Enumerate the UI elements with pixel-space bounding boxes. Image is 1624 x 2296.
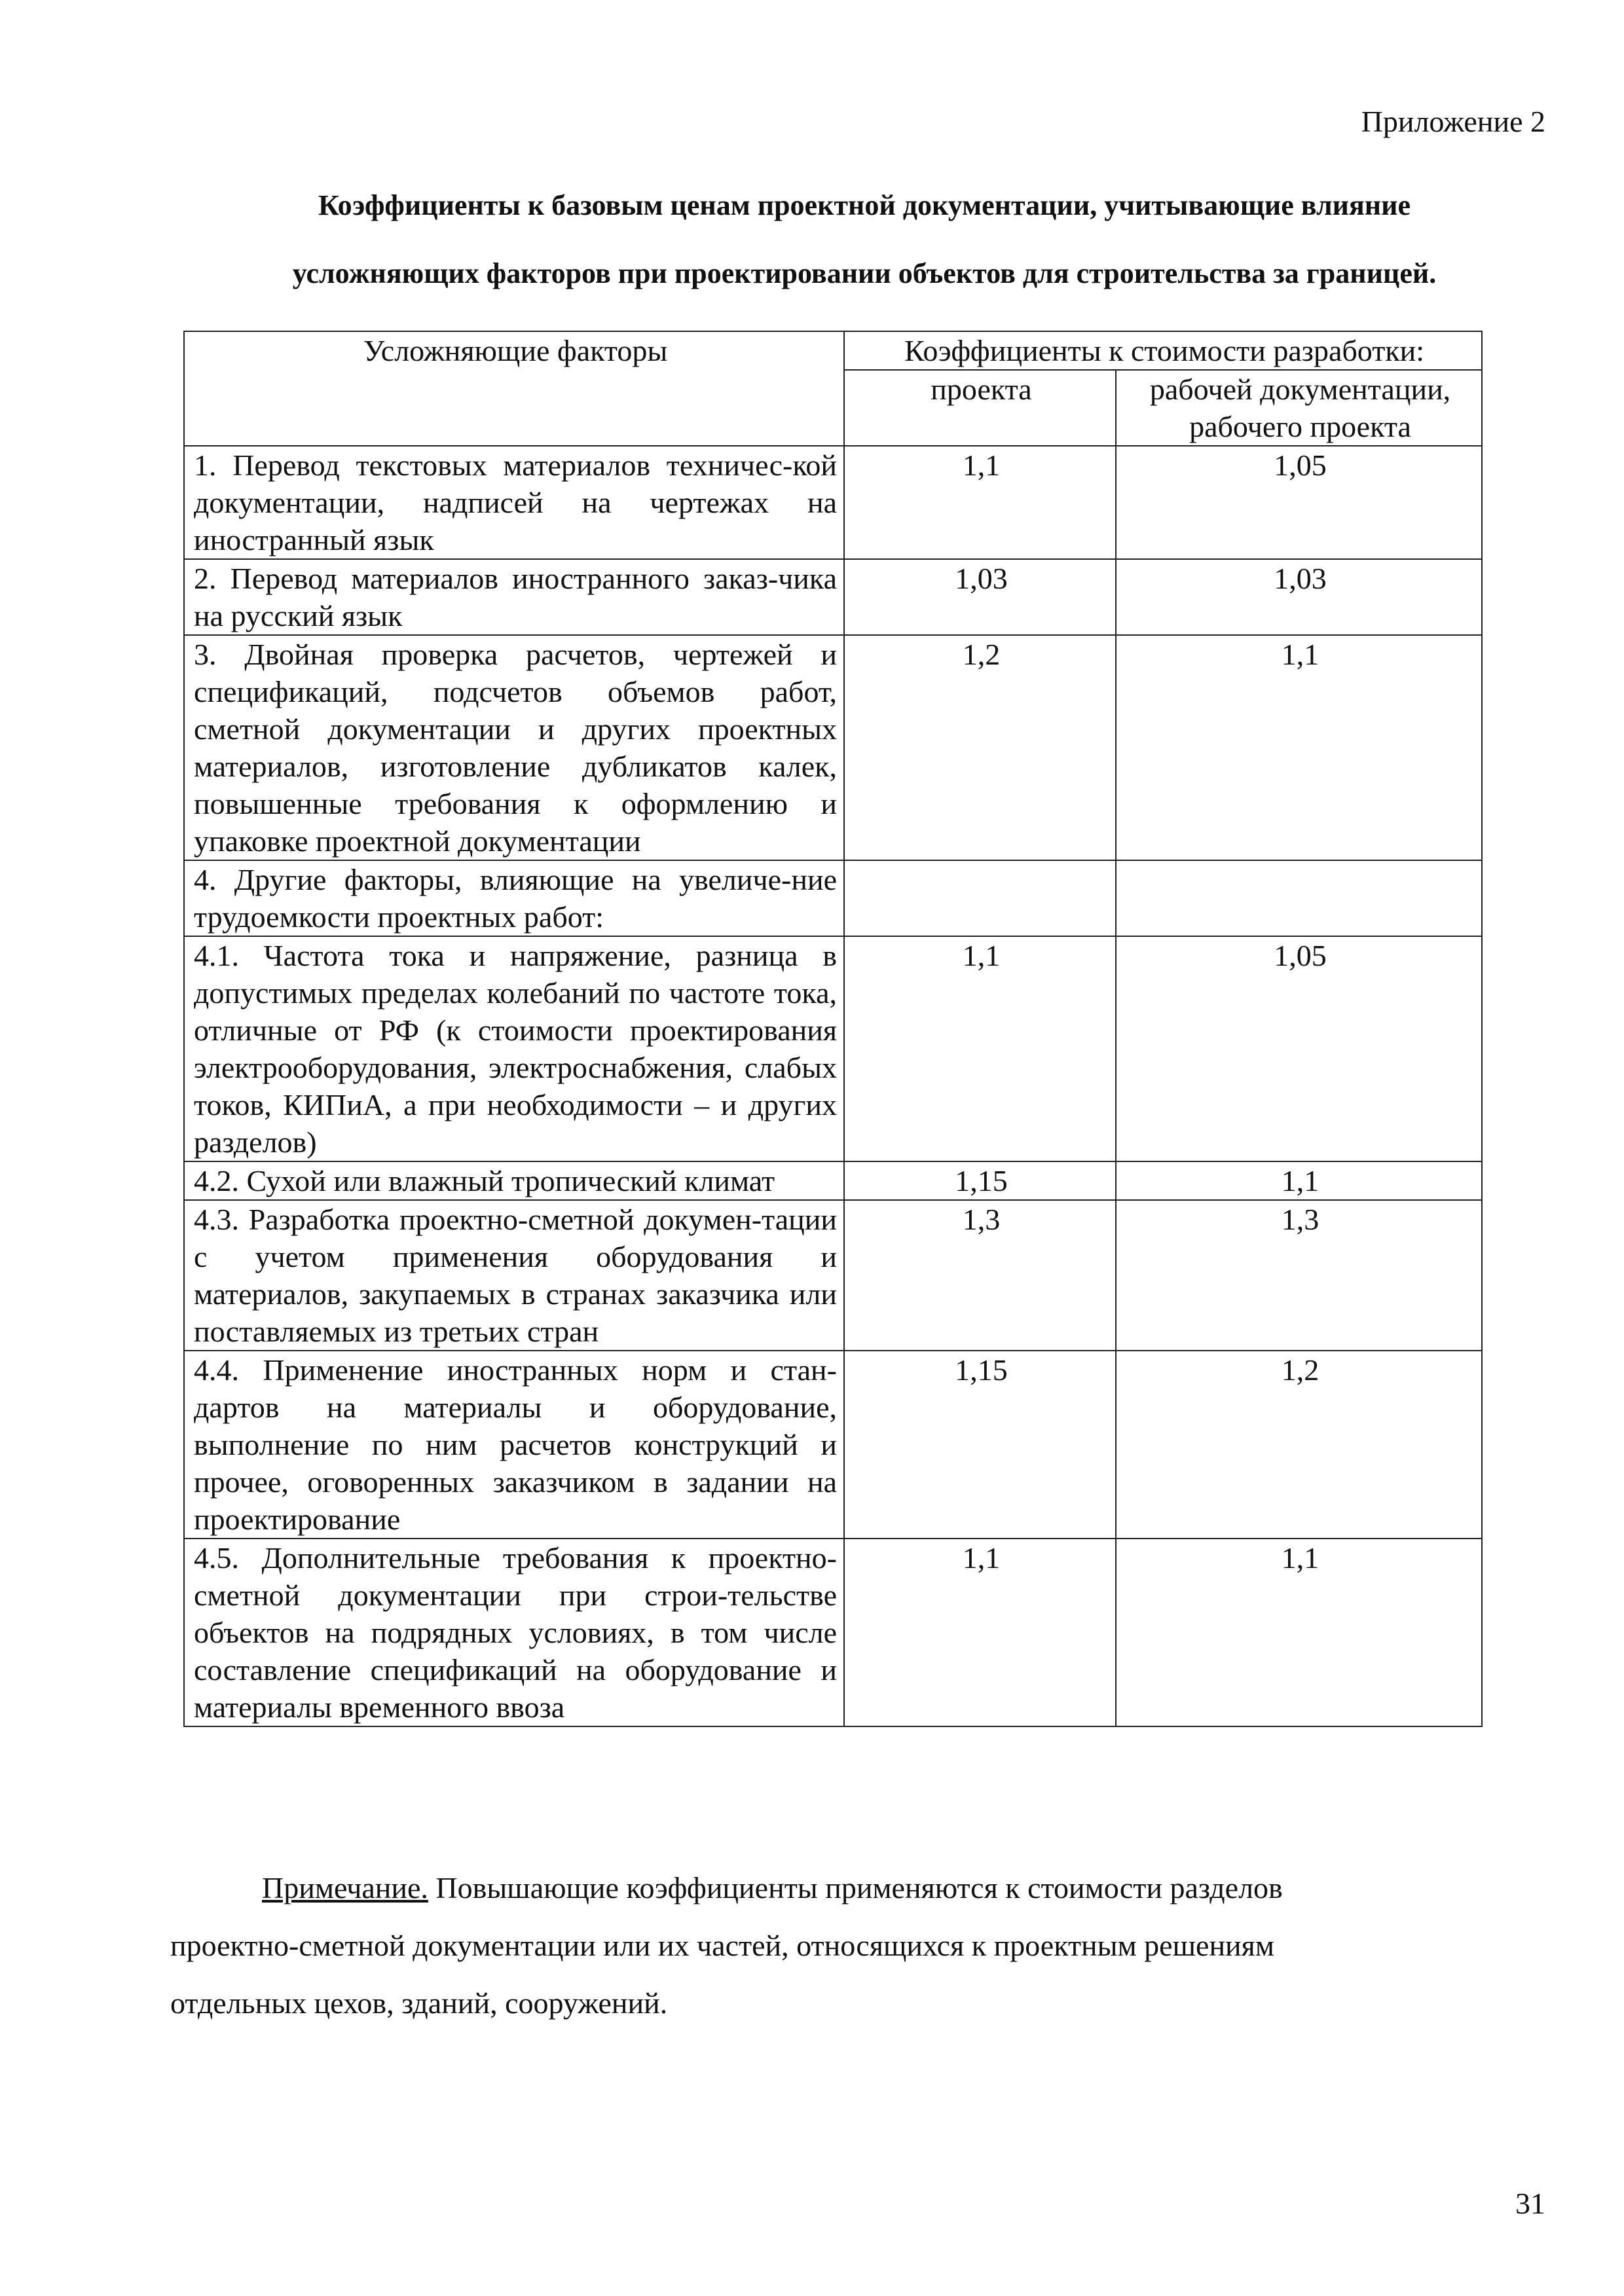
- page-number: 31: [1515, 2187, 1545, 2220]
- project-coef-cell: 1,1: [844, 1539, 1116, 1726]
- table-row: [184, 1539, 1482, 1726]
- project-coef-cell: 1,15: [844, 1161, 1116, 1200]
- project-coef-cell: 1,2: [844, 635, 1116, 860]
- table-row: [184, 1200, 1482, 1351]
- header-project: проекта: [844, 370, 1116, 446]
- title-line-2: усложняющих факторов при проектировании объектов для строительства за границей.: [292, 257, 1437, 289]
- working-coef-cell: 1,1: [1116, 1161, 1482, 1200]
- table-header-row: [184, 331, 1482, 370]
- factor-cell: 4. Другие факторы, влияющие на увеличе-ние трудоемкости проектных работ:: [184, 860, 844, 936]
- project-coef-cell: 1,15: [844, 1351, 1116, 1539]
- project-coef-cell: 1,03: [844, 559, 1116, 635]
- title-line-1: Коэффициенты к базовым ценам проектной документации, учитывающие влияние: [318, 189, 1411, 221]
- note-line-1: [170, 1859, 1473, 1917]
- note-line-3: отдельных цехов, зданий, сооружений.: [170, 1986, 668, 2020]
- header-factors: Усложняющие факторы: [184, 331, 844, 446]
- factor-cell: 1. Перевод текстовых материалов техничес-кой документации, надписей на чертежах на иностранный язык: [184, 446, 844, 559]
- note-text-1: Повышающие коэффициенты применяются к стоимости разделов: [428, 1871, 1283, 1904]
- working-coef-cell: 1,05: [1116, 936, 1482, 1161]
- working-coef-cell: 1,2: [1116, 1351, 1482, 1539]
- project-coef-cell: 1,3: [844, 1200, 1116, 1351]
- note-label: Примечание.: [262, 1871, 428, 1904]
- table-row: [184, 1351, 1482, 1539]
- working-coef-cell: 1,1: [1116, 635, 1482, 860]
- header-coefficients: Коэффициенты к стоимости разработки:: [844, 331, 1482, 370]
- appendix-label: Приложение 2: [1361, 105, 1545, 138]
- factor-cell: 4.4. Применение иностранных норм и стан-дартов на материалы и оборудование, выполнение по ним расчетов конструкций и прочее, оговоренных заказчиком в задании на проектирование: [184, 1351, 844, 1539]
- table-row: [184, 559, 1482, 635]
- factor-cell: 4.2. Сухой или влажный тропический климат: [184, 1161, 844, 1200]
- table-row: [184, 860, 1482, 936]
- project-coef-cell: 1,1: [844, 446, 1116, 559]
- factor-cell: 3. Двойная проверка расчетов, чертежей и спецификаций, подсчетов объемов работ, сметной документации и других проектных материалов, изготовление дубликатов калек, повышенные требования к оформлению и упаковке проектной документации: [184, 635, 844, 860]
- working-coef-cell: 1,1: [1116, 1539, 1482, 1726]
- project-coef-cell: 1,1: [844, 936, 1116, 1161]
- table-row: [184, 1161, 1482, 1200]
- table-row: [184, 446, 1482, 559]
- table-row: [184, 635, 1482, 860]
- factor-cell: 4.5. Дополнительные требования к проектно-сметной документации при строи-тельстве объектов на подрядных условиях, в том числе составление спецификаций на оборудование и материалы временного ввоза: [184, 1539, 844, 1726]
- project-coef-cell: [844, 860, 1116, 936]
- table-row: [184, 936, 1482, 1161]
- working-coef-cell: [1116, 860, 1482, 936]
- factor-cell: 4.1. Частота тока и напряжение, разница в допустимых пределах колебаний по частоте тока, отличные от РФ (к стоимости проектирования электрооборудования, электроснабжения, слабых токов, КИПиА, а при необходимости – и других разделов): [184, 936, 844, 1161]
- document-title: [190, 172, 1539, 308]
- note-line-2: проектно-сметной документации или их частей, относящихся к проектным решениям: [170, 1929, 1274, 1962]
- working-coef-cell: 1,03: [1116, 559, 1482, 635]
- working-coef-cell: 1,3: [1116, 1200, 1482, 1351]
- factor-cell: 4.3. Разработка проектно-сметной докумен-тации с учетом применения оборудования и материалов, закупаемых в странах заказчика или поставляемых из третьих стран: [184, 1200, 844, 1351]
- header-working-docs: рабочей документации, рабочего проекта: [1116, 370, 1482, 446]
- working-coef-cell: 1,05: [1116, 446, 1482, 559]
- factor-cell: 2. Перевод материалов иностранного заказ-чика на русский язык: [184, 559, 844, 635]
- note-paragraph: [170, 1859, 1473, 2032]
- coefficients-table: [183, 331, 1483, 1727]
